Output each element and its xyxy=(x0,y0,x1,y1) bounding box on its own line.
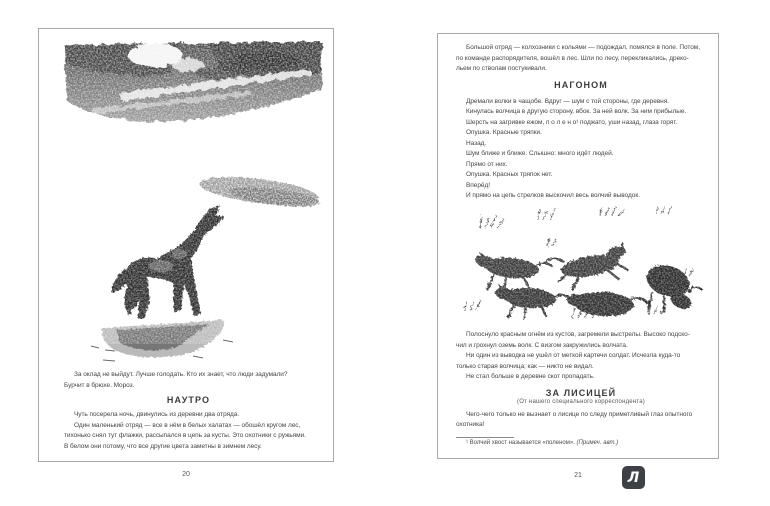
text-line: Шерсть на загривке ежом, п о л е н о¹ поджато, уши назад, глаза горят. xyxy=(466,118,678,126)
text-line: Назад. xyxy=(466,139,487,147)
footnote-author-note: (Примеч. авт.) xyxy=(576,439,619,446)
book-page-right[interactable] xyxy=(437,33,719,459)
footnote-divider xyxy=(456,437,514,438)
text-line: только старая волчица; как — никто не видал. xyxy=(456,362,594,370)
page-number-left: 20 xyxy=(182,471,190,478)
text-line: Полоснуло красным огнём из кустов, загремели выстрелы. Высоко подско- xyxy=(466,331,690,338)
text-line: Не стал больше в деревне скот пропадать. xyxy=(466,373,595,380)
text-line: Большой отряд — колхозники с кольями — подождал, помялся в поле. Потом, xyxy=(466,44,700,51)
section-heading-fox: ЗА ЛИСИЦЕЙ xyxy=(545,387,617,398)
text-line: охотника! xyxy=(456,421,485,428)
footnote xyxy=(456,440,706,446)
wolf-pack-illustration xyxy=(452,206,704,330)
text-line: льем по стволам постукивали. xyxy=(456,65,547,72)
howling-wolf-illustration xyxy=(73,204,278,372)
section-heading-nagonom: НАГОНОМ xyxy=(554,79,608,90)
text-line: И прямо на цепь стрелков выскочил весь волчий выводок. xyxy=(466,192,640,199)
right-page-text-top xyxy=(456,43,706,202)
text-line: Вперёд! xyxy=(466,181,490,189)
section-subtitle-fox: (От нашего специального корреспондента) xyxy=(517,398,645,405)
text-line: За оклад не выйдут. Лучше голодать. Кто их знает, что люди задумали? xyxy=(74,371,288,378)
text-line: В белом они потому, что все другие цвета заметны в зимнем лесу. xyxy=(64,442,262,450)
text-line: Бурчит в брюхе. Мороз. xyxy=(64,381,135,389)
text-line: Опушка. Красных тряпок нет. xyxy=(466,171,553,178)
page-number-right: 21 xyxy=(574,472,582,479)
text-line: тихонько снял тут флажки, рассыпался в цепь за кусты. Это охотники с ружьями. xyxy=(64,432,306,439)
text-line: Прямо от них. xyxy=(466,160,508,168)
text-line: Кинулась волчица в другую сторону, вбок. За ней волк. За ним прибылые. xyxy=(466,108,687,115)
text-line: Чуть посерела ночь, двинулись из деревни два отряда. xyxy=(74,411,240,418)
left-page-text xyxy=(64,370,313,452)
book-page-left[interactable] xyxy=(38,28,334,462)
labirint-logo[interactable] xyxy=(622,466,645,489)
text-line: чил и грохнул оземь волк. С визгом закружились волчата. xyxy=(456,341,628,349)
labirint-logo-letter: Л xyxy=(627,469,640,486)
text-line: Чего-чего только не вызнает о лисице по следу приметливый глаз опытного xyxy=(466,410,693,418)
text-line: Один маленький отряд — все в нём в белых халатах — обошёл кругом лес, xyxy=(74,421,301,429)
text-line: по команде распорядителя, вошёл в лес. Шли по лесу, перекликались, дреко- xyxy=(456,54,689,62)
footnote-text: ¹ Волчий хвост называется «поленом». xyxy=(466,439,577,446)
section-heading-nautro: НАУТРО xyxy=(166,395,211,405)
text-line: Шум ближе и ближе. Слышно: много идёт людей. xyxy=(466,150,614,157)
text-line: Ни один из выводка не ушёл от меткой картечи солдат. Исчезла куда-то xyxy=(466,352,681,359)
right-page-text-bottom xyxy=(456,330,706,446)
text-line: Дремали волки в чащобе. Вдруг — шум с той стороны, где деревня. xyxy=(466,97,669,105)
text-line: Опушка. Красные тряпки. xyxy=(466,129,542,136)
night-sky-illustration xyxy=(60,39,326,141)
